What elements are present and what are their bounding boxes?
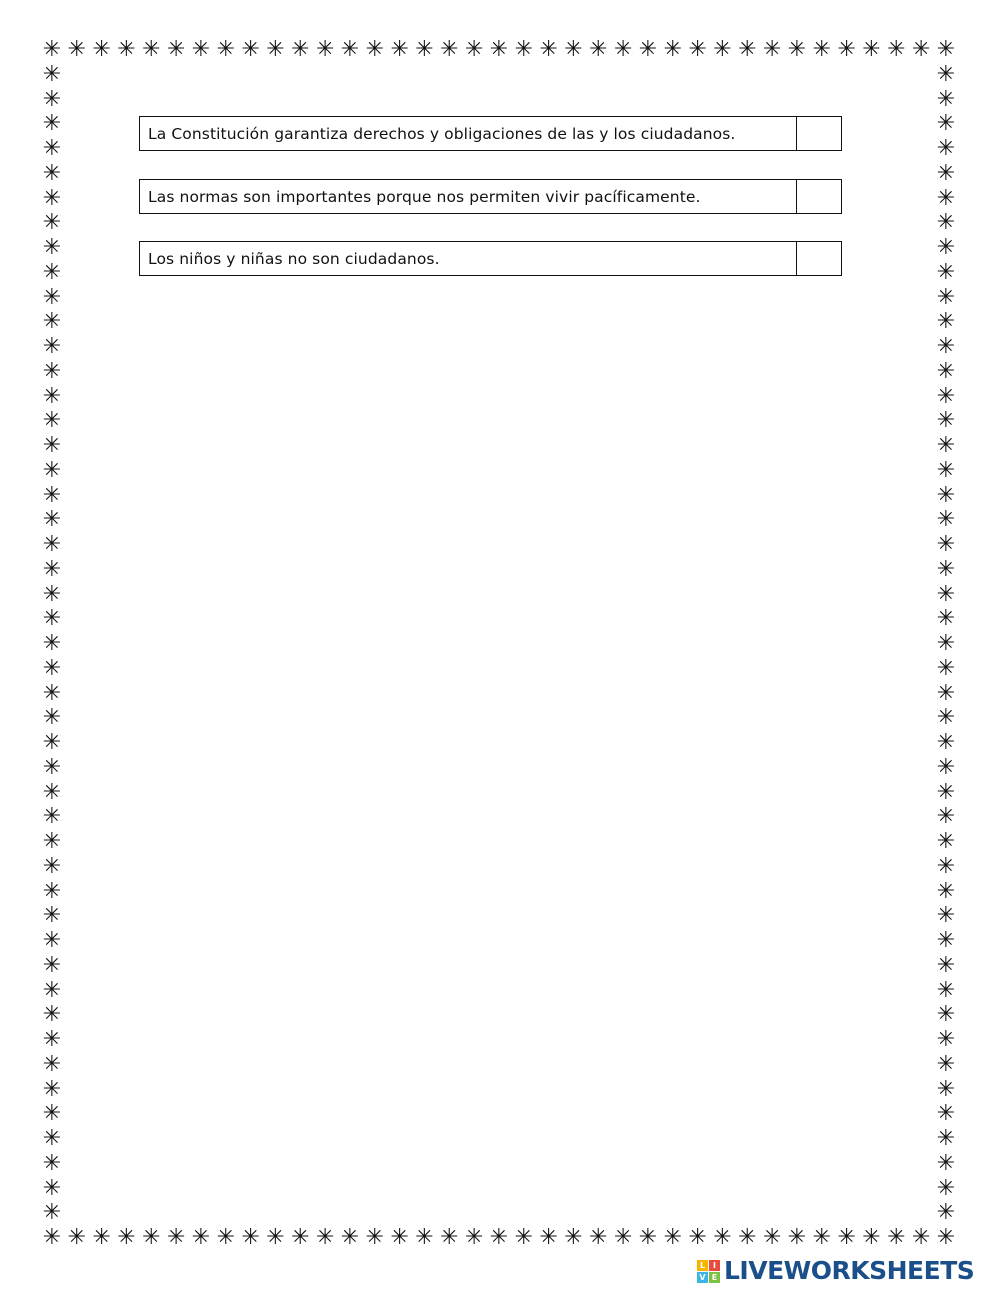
border-asterisk-icon: ✳ (663, 37, 683, 62)
border-asterisk-icon: ✳ (42, 1150, 62, 1176)
border-asterisk-icon: ✳ (514, 37, 534, 62)
border-asterisk-icon: ✳ (42, 136, 62, 161)
border-asterisk-icon: ✳ (638, 1225, 658, 1250)
border-asterisk-icon: ✳ (936, 977, 956, 1003)
border-asterisk-icon: ✳ (42, 259, 62, 285)
border-asterisk-icon: ✳ (936, 903, 956, 929)
border-asterisk-icon: ✳ (688, 37, 707, 62)
border-asterisk-icon: ✳ (514, 1225, 534, 1250)
border-asterisk-icon: ✳ (936, 235, 956, 260)
border-asterisk-icon: ✳ (241, 1225, 260, 1250)
border-asterisk-icon: ✳ (936, 1051, 956, 1077)
border-asterisk-icon: ✳ (489, 37, 509, 62)
border-asterisk-icon: ✳ (42, 334, 62, 359)
border-asterisk-icon: ✳ (936, 334, 956, 359)
border-asterisk-icon: ✳ (936, 210, 956, 236)
border-asterisk-icon: ✳ (315, 37, 335, 62)
border-asterisk-icon: ✳ (415, 1225, 434, 1250)
border-asterisk-icon: ✳ (911, 37, 931, 62)
border-asterisk-icon: ✳ (738, 37, 757, 62)
border-asterisk-icon: ✳ (936, 358, 956, 384)
border-asterisk-icon: ✳ (42, 853, 62, 879)
border-asterisk-icon: ✳ (216, 1225, 236, 1250)
border-asterisk-icon: ✳ (42, 903, 62, 929)
border-asterisk-icon: ✳ (142, 1225, 161, 1250)
border-asterisk-icon: ✳ (862, 37, 881, 62)
border-asterisk-icon: ✳ (191, 37, 211, 62)
statement-row-3 (139, 241, 842, 276)
border-asterisk-icon: ✳ (887, 37, 906, 62)
border-asterisk-icon: ✳ (340, 1225, 360, 1250)
border-asterisk-icon: ✳ (936, 556, 956, 582)
border-asterisk-icon: ✳ (936, 754, 956, 780)
border-asterisk-icon: ✳ (42, 1225, 62, 1250)
border-asterisk-icon: ✳ (42, 383, 62, 409)
border-asterisk-icon: ✳ (42, 235, 62, 260)
statement-text-3: Los niños y niñas no son ciudadanos. (148, 249, 440, 268)
border-asterisk-icon: ✳ (42, 86, 62, 112)
border-asterisk-icon: ✳ (166, 1225, 186, 1250)
border-asterisk-icon: ✳ (42, 507, 62, 533)
border-asterisk-icon: ✳ (713, 1225, 732, 1250)
logo-letter: V (697, 1272, 708, 1283)
border-asterisk-icon: ✳ (812, 1225, 832, 1250)
border-asterisk-icon: ✳ (812, 37, 832, 62)
border-asterisk-icon: ✳ (936, 680, 956, 706)
border-asterisk-icon: ✳ (936, 433, 956, 458)
border-asterisk-icon: ✳ (464, 1225, 484, 1250)
border-asterisk-icon: ✳ (936, 606, 956, 632)
border-asterisk-icon: ✳ (42, 358, 62, 384)
statement-text-2: Las normas son importantes porque nos permiten vivir pacíficamente. (148, 187, 701, 206)
border-asterisk-icon: ✳ (42, 1027, 62, 1052)
border-asterisk-icon: ✳ (936, 160, 956, 186)
border-asterisk-icon: ✳ (936, 457, 956, 483)
border-asterisk-icon: ✳ (936, 928, 956, 953)
border-asterisk-icon: ✳ (564, 1225, 583, 1250)
border-asterisk-icon: ✳ (42, 408, 62, 434)
border-asterisk-icon: ✳ (42, 210, 62, 236)
border-asterisk-icon: ✳ (936, 259, 956, 285)
border-asterisk-icon: ✳ (589, 37, 608, 62)
border-asterisk-icon: ✳ (42, 606, 62, 632)
answer-box-1[interactable] (796, 117, 841, 150)
border-asterisk-icon: ✳ (936, 284, 956, 310)
border-asterisk-icon: ✳ (539, 37, 558, 62)
logo-letter: E (709, 1272, 720, 1283)
border-asterisk-icon: ✳ (762, 1225, 782, 1250)
border-asterisk-icon: ✳ (42, 1200, 62, 1226)
border-asterisk-icon: ✳ (142, 37, 161, 62)
border-asterisk-icon: ✳ (762, 37, 782, 62)
border-asterisk-icon: ✳ (42, 309, 62, 335)
border-asterisk-icon: ✳ (266, 37, 285, 62)
border-asterisk-icon: ✳ (936, 507, 956, 533)
border-asterisk-icon: ✳ (42, 705, 62, 731)
border-asterisk-icon: ✳ (42, 111, 62, 137)
border-asterisk-icon: ✳ (42, 730, 62, 755)
border-asterisk-icon: ✳ (936, 1101, 956, 1127)
border-asterisk-icon: ✳ (936, 532, 956, 557)
border-asterisk-icon: ✳ (42, 457, 62, 483)
border-asterisk-icon: ✳ (837, 37, 856, 62)
border-asterisk-icon: ✳ (92, 1225, 111, 1250)
border-asterisk-icon: ✳ (42, 952, 62, 978)
border-asterisk-icon: ✳ (936, 86, 956, 112)
border-asterisk-icon: ✳ (936, 482, 956, 508)
border-asterisk-icon: ✳ (266, 1225, 285, 1250)
border-asterisk-icon: ✳ (42, 37, 62, 62)
border-asterisk-icon: ✳ (67, 1225, 87, 1250)
border-asterisk-icon: ✳ (42, 804, 62, 830)
border-asterisk-icon: ✳ (67, 37, 87, 62)
border-asterisk-icon: ✳ (291, 1225, 310, 1250)
border-asterisk-icon: ✳ (936, 730, 956, 755)
border-asterisk-icon: ✳ (539, 1225, 558, 1250)
border-asterisk-icon: ✳ (42, 556, 62, 582)
border-asterisk-icon: ✳ (936, 581, 956, 607)
statement-text-1: La Constitución garantiza derechos y obligaciones de las y los ciudadanos. (148, 124, 736, 143)
border-asterisk-icon: ✳ (42, 1126, 62, 1151)
border-asterisk-icon: ✳ (936, 705, 956, 731)
border-asterisk-icon: ✳ (216, 37, 236, 62)
logo-text: LIVEWORKSHEETS (724, 1256, 975, 1285)
border-asterisk-icon: ✳ (936, 1225, 956, 1250)
border-asterisk-icon: ✳ (564, 37, 583, 62)
border-asterisk-icon: ✳ (440, 1225, 459, 1250)
border-asterisk-icon: ✳ (42, 754, 62, 780)
border-asterisk-icon: ✳ (936, 136, 956, 161)
border-asterisk-icon: ✳ (117, 1225, 136, 1250)
border-asterisk-icon: ✳ (936, 408, 956, 434)
border-asterisk-icon: ✳ (42, 1101, 62, 1127)
logo-letter: I (709, 1260, 720, 1271)
border-asterisk-icon: ✳ (42, 1076, 62, 1102)
border-asterisk-icon: ✳ (42, 160, 62, 186)
border-asterisk-icon: ✳ (390, 1225, 409, 1250)
border-asterisk-icon: ✳ (415, 37, 434, 62)
border-asterisk-icon: ✳ (936, 952, 956, 978)
border-asterisk-icon: ✳ (315, 1225, 335, 1250)
border-asterisk-icon: ✳ (440, 37, 459, 62)
border-asterisk-icon: ✳ (936, 1126, 956, 1151)
border-asterisk-icon: ✳ (42, 61, 62, 87)
border-asterisk-icon: ✳ (911, 1225, 931, 1250)
border-asterisk-icon: ✳ (936, 829, 956, 854)
border-asterisk-icon: ✳ (787, 1225, 807, 1250)
border-asterisk-icon: ✳ (936, 1200, 956, 1226)
border-asterisk-icon: ✳ (42, 433, 62, 458)
border-asterisk-icon: ✳ (92, 37, 111, 62)
border-asterisk-icon: ✳ (936, 804, 956, 830)
border-asterisk-icon: ✳ (936, 853, 956, 879)
border-asterisk-icon: ✳ (42, 977, 62, 1003)
border-asterisk-icon: ✳ (241, 37, 260, 62)
border-asterisk-icon: ✳ (42, 532, 62, 557)
logo-mark-icon (697, 1260, 720, 1283)
border-asterisk-icon: ✳ (862, 1225, 881, 1250)
border-asterisk-icon: ✳ (42, 680, 62, 706)
border-asterisk-icon: ✳ (365, 1225, 385, 1250)
border-asterisk-icon: ✳ (589, 1225, 608, 1250)
border-asterisk-icon: ✳ (936, 1076, 956, 1102)
border-asterisk-icon: ✳ (688, 1225, 707, 1250)
border-asterisk-icon: ✳ (936, 1027, 956, 1052)
border-asterisk-icon: ✳ (837, 1225, 856, 1250)
statement-row-2 (139, 179, 842, 214)
border-asterisk-icon: ✳ (613, 37, 633, 62)
border-asterisk-icon: ✳ (713, 37, 732, 62)
border-asterisk-icon: ✳ (390, 37, 409, 62)
border-asterisk-icon: ✳ (42, 631, 62, 656)
border-asterisk-icon: ✳ (936, 1175, 956, 1201)
border-asterisk-icon: ✳ (936, 655, 956, 681)
border-asterisk-icon: ✳ (936, 185, 956, 211)
border-asterisk-icon: ✳ (489, 1225, 509, 1250)
border-asterisk-icon: ✳ (464, 37, 484, 62)
border-asterisk-icon: ✳ (340, 37, 360, 62)
border-asterisk-icon: ✳ (887, 1225, 906, 1250)
border-asterisk-icon: ✳ (291, 37, 310, 62)
border-asterisk-icon: ✳ (936, 61, 956, 87)
border-asterisk-icon: ✳ (613, 1225, 633, 1250)
border-asterisk-icon: ✳ (42, 878, 62, 904)
border-asterisk-icon: ✳ (936, 383, 956, 409)
border-asterisk-icon: ✳ (365, 37, 385, 62)
border-asterisk-icon: ✳ (42, 655, 62, 681)
border-asterisk-icon: ✳ (42, 581, 62, 607)
border-asterisk-icon: ✳ (936, 309, 956, 335)
border-asterisk-icon: ✳ (42, 284, 62, 310)
border-asterisk-icon: ✳ (936, 878, 956, 904)
border-asterisk-icon: ✳ (663, 1225, 683, 1250)
border-asterisk-icon: ✳ (42, 1051, 62, 1077)
border-asterisk-icon: ✳ (936, 111, 956, 137)
answer-box-3[interactable] (796, 242, 841, 275)
border-asterisk-icon: ✳ (936, 1150, 956, 1176)
border-asterisk-icon: ✳ (42, 779, 62, 805)
border-asterisk-icon: ✳ (42, 829, 62, 854)
border-asterisk-icon: ✳ (936, 37, 956, 62)
border-asterisk-icon: ✳ (936, 1002, 956, 1028)
border-asterisk-icon: ✳ (191, 1225, 211, 1250)
liveworksheets-logo (697, 1257, 974, 1285)
border-asterisk-icon: ✳ (787, 37, 807, 62)
border-asterisk-icon: ✳ (936, 779, 956, 805)
logo-letter: L (697, 1260, 708, 1271)
border-asterisk-icon: ✳ (42, 1175, 62, 1201)
border-asterisk-icon: ✳ (738, 1225, 757, 1250)
border-asterisk-icon: ✳ (42, 185, 62, 211)
border-asterisk-icon: ✳ (638, 37, 658, 62)
statement-row-1 (139, 116, 842, 151)
border-asterisk-icon: ✳ (166, 37, 186, 62)
answer-box-2[interactable] (796, 180, 841, 213)
border-asterisk-icon: ✳ (42, 482, 62, 508)
border-asterisk-icon: ✳ (117, 37, 136, 62)
border-asterisk-icon: ✳ (42, 928, 62, 953)
border-asterisk-icon: ✳ (936, 631, 956, 656)
border-asterisk-icon: ✳ (42, 1002, 62, 1028)
